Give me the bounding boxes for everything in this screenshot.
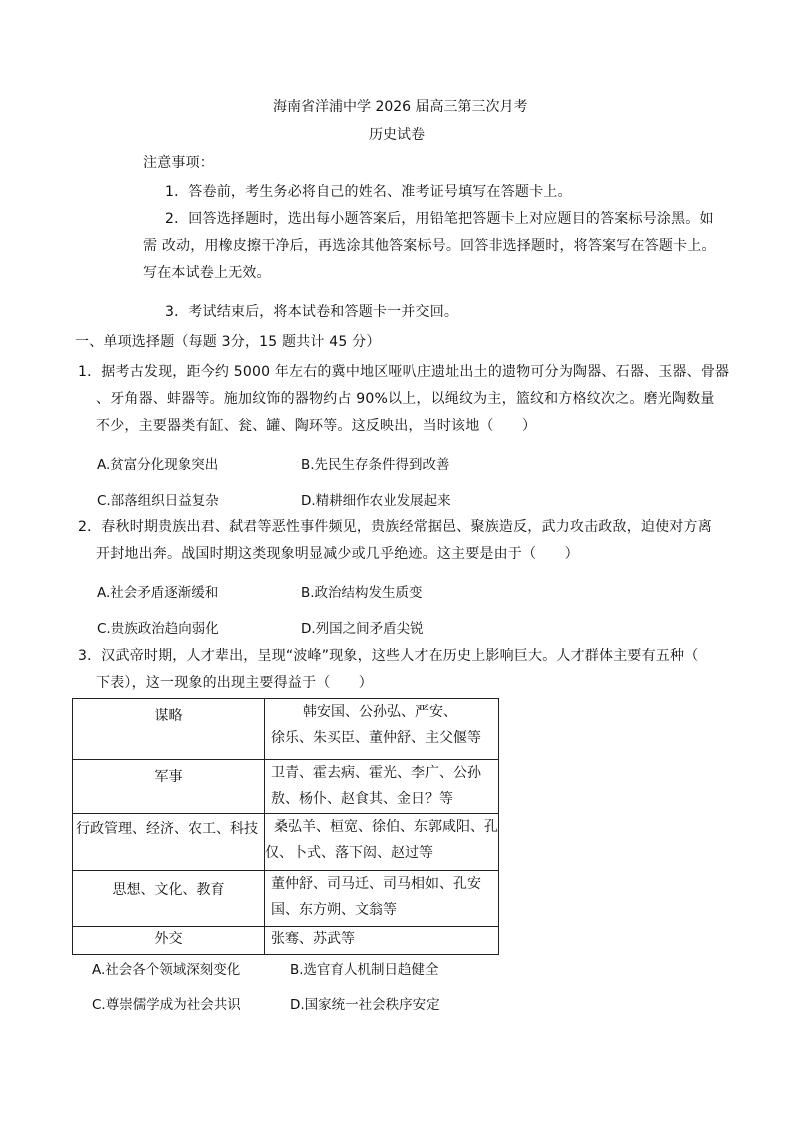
q3-stem-line-1: 3．汉武帝时期，人才辈出，呈现“波峰”现象，这些人才在历史上影响巨大。人才群体主要有五种（ bbox=[78, 648, 699, 664]
people-text-line-1: 桑弘羊、桓宽、徐伯、东郭咸阳、孔 bbox=[274, 819, 498, 835]
exam-title: 海南省洋浦中学 2026 届高三第三次月考 bbox=[273, 99, 528, 115]
q3-option-c: C.尊崇儒学成为社会共识 bbox=[92, 997, 241, 1013]
q2-option-d: D.列国之间矛盾尖锐 bbox=[301, 621, 424, 637]
q3-option-d: D.国家统一社会秩序安定 bbox=[290, 997, 440, 1013]
notice-item-2-line-2: 需 改动，用橡皮擦干净后，再选涂其他答案标号。回答非选择题时，将答案写在答题卡上。 bbox=[143, 238, 716, 254]
q1-stem-line-1: 1．据考古发现，距今约 5000 年左右的冀中地区哑叭庄遗址出土的遗物可分为陶器、石器、玉器、骨器 bbox=[78, 364, 730, 380]
category-text: 外交 bbox=[154, 931, 183, 947]
section-heading: 一、单项选择题（每题 3分，15 题共计 45 分） bbox=[75, 334, 381, 350]
q2-option-c: C.贵族政治趋向弱化 bbox=[97, 621, 219, 637]
people-text-line-2: 敖、杨仆、赵食其、金日？等 bbox=[271, 791, 453, 807]
q3-stem-line-2: 下表），这一现象的出现主要得益于（ ） bbox=[96, 675, 373, 691]
people-text-line-2: 仅、卜式、落下闳、赵过等 bbox=[265, 845, 433, 861]
table-cell-people bbox=[265, 814, 499, 871]
table-cell-category bbox=[73, 699, 265, 760]
people-text-line-1: 韩安国、公孙弘、严安、 bbox=[303, 704, 457, 720]
category-text: 军事 bbox=[154, 769, 183, 785]
q3-option-a: A.社会各个领域深刻变化 bbox=[92, 962, 241, 978]
people-text-line-1: 卫青、霍去病、霍光、李广、公孙 bbox=[271, 765, 481, 781]
table-cell-people bbox=[265, 760, 499, 814]
people-text-line-1: 张骞、苏武等 bbox=[271, 931, 355, 947]
q2-stem-line-2: 开封地出奔。战国时期这类现象明显减少或几乎绝迹。这主要是由于（ ） bbox=[96, 546, 579, 562]
table-cell-people bbox=[265, 927, 499, 955]
notice-item-3: 3．考试结束后，将本试卷和答题卡一并交回。 bbox=[165, 304, 459, 320]
q2-option-a: A.社会矛盾逐渐缓和 bbox=[97, 585, 219, 601]
table-row bbox=[73, 814, 499, 871]
table-cell-category bbox=[73, 871, 265, 927]
q1-option-d: D.精耕细作农业发展起来 bbox=[301, 493, 451, 509]
notice-item-2-line-1: 2．回答选择题时，选出每小题答案后，用铅笔把答题卡上对应题目的答案标号涂黑。如 bbox=[165, 211, 714, 227]
talent-table bbox=[72, 698, 499, 955]
notice-item-2-line-3: 写在本试卷上无效。 bbox=[143, 265, 271, 281]
table-cell-category bbox=[73, 814, 265, 871]
q3-option-b: B.选官育人机制日趋健全 bbox=[290, 962, 439, 978]
table-cell-category bbox=[73, 760, 265, 814]
q1-stem-line-2: 、牙角器、蚌器等。施加纹饰的器物约占 90%以上，以绳纹为主，篮纹和方格纹次之。磨光陶数量 bbox=[96, 391, 715, 407]
people-text-line-2: 国、东方朔、文翁等 bbox=[271, 902, 397, 918]
exam-subtitle: 历史试卷 bbox=[369, 127, 425, 143]
people-text-line-1: 董仲舒、司马迁、司马相如、孔安 bbox=[271, 876, 481, 892]
table-row bbox=[73, 699, 499, 760]
notice-heading: 注意事项： bbox=[143, 155, 214, 171]
table-cell-people bbox=[265, 699, 499, 760]
category-text: 行政管理、经济、农工、科技 bbox=[76, 821, 258, 837]
category-text: 谋略 bbox=[154, 708, 183, 724]
table-row bbox=[73, 871, 499, 927]
table-cell-category bbox=[73, 927, 265, 955]
q2-option-b: B.政治结构发生质变 bbox=[301, 585, 423, 601]
q2-stem-line-1: 2．春秋时期贵族出君、弑君等恶性事件频见，贵族经常据邑、聚族造反，武力攻击政敌，迫使对方离 bbox=[78, 519, 712, 535]
q1-option-b: B.先民生存条件得到改善 bbox=[301, 457, 450, 473]
q1-stem-line-3: 不少，主要器类有缸、瓮、罐、陶环等。这反映出，当时该地（ ） bbox=[96, 418, 537, 434]
table-row bbox=[73, 927, 499, 955]
table-cell-people bbox=[265, 871, 499, 927]
q1-option-c: C.部落组织日益复杂 bbox=[97, 493, 219, 509]
table-row bbox=[73, 760, 499, 814]
category-text: 思想、文化、教育 bbox=[112, 882, 225, 898]
q1-option-a: A.贫富分化现象突出 bbox=[97, 457, 219, 473]
notice-item-1: 1．答卷前，考生务必将自己的姓名、准考证号填写在答题卡上。 bbox=[165, 184, 572, 200]
people-text-line-2: 徐乐、朱买臣、董仲舒、主父偃等 bbox=[271, 730, 481, 746]
